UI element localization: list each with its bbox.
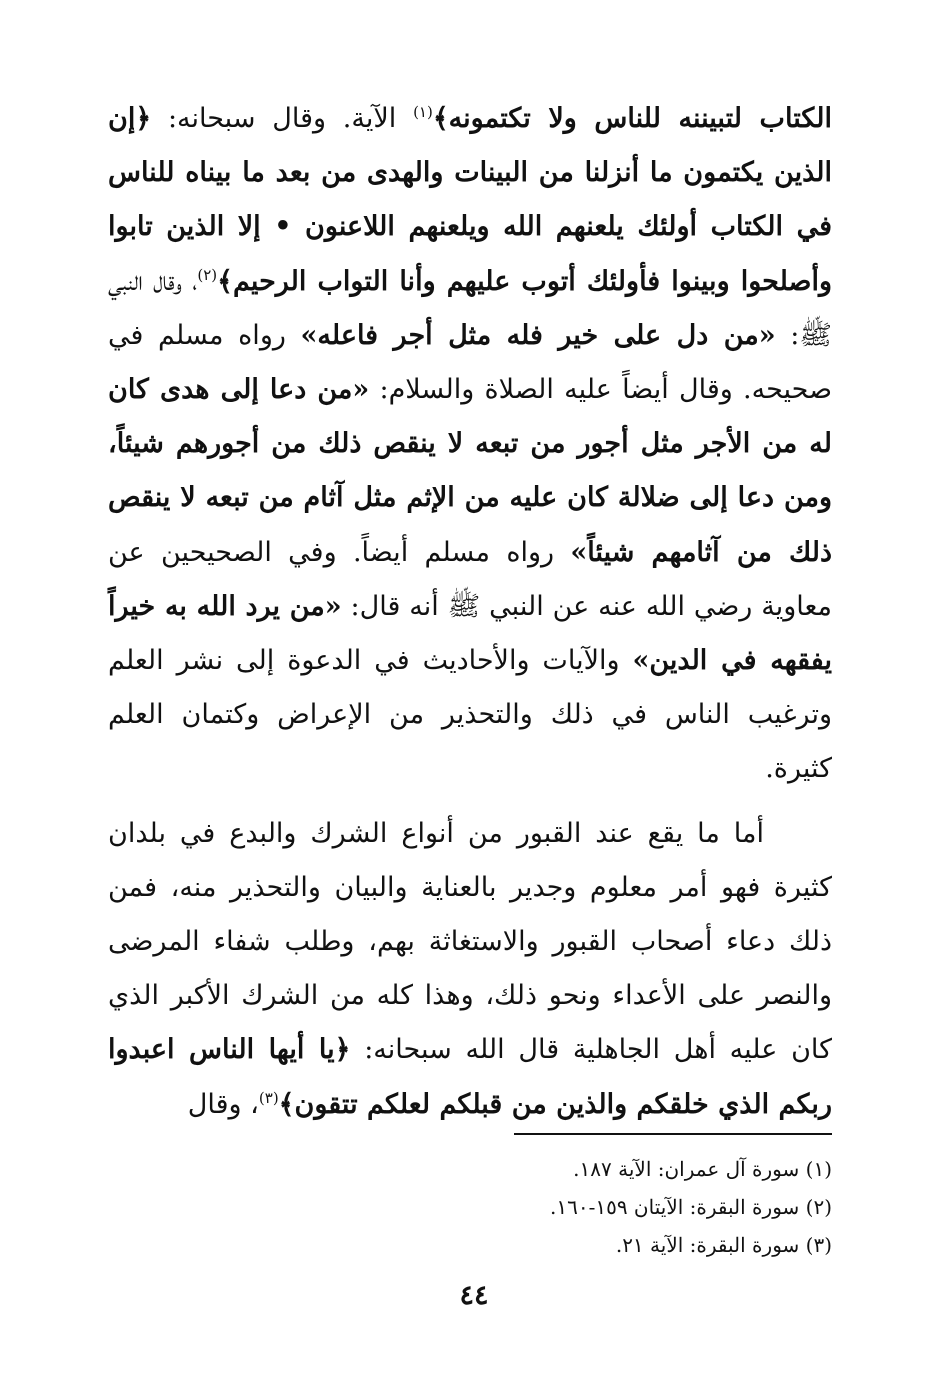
quotation-segment: الكتاب لتبيننه للناس ولا تكتمونه﴾ — [432, 103, 832, 134]
footnotes — [412, 1150, 832, 1264]
footnote-3: (٣) سورة البقرة: الآية ٢١. — [615, 1233, 832, 1257]
footnote-separator — [514, 1133, 832, 1135]
text-segment: الآية. وقال سبحانه: — [151, 103, 414, 134]
paragraph-2 — [108, 807, 832, 1132]
text-segment: رواه مسلم في صحيحه. وقال أيضاً عليه الصلاة والسلام: — [108, 319, 832, 406]
quotation-segment: «من دل على خير فله مثل أجر فاعله» — [300, 319, 776, 351]
page-number: ٤٤ — [459, 1280, 489, 1311]
footnote-reference: (٣) — [258, 1088, 279, 1107]
main-text — [108, 92, 832, 1132]
footnote-reference: (٢) — [197, 265, 218, 284]
quotation-segment: «من يرد الله به خيراً يفقهه في الدين» — [108, 590, 832, 677]
text-segment: ، وقال النبي ﷺ: — [108, 265, 833, 351]
footnote-reference: (١) — [413, 103, 433, 121]
text-segment: ، وقال — [187, 1088, 259, 1120]
text-segment: والآيات والأحاديث في الدعوة إلى نشر العلم وترغيب الناس في ذلك والتحذير من الإعراض وكتمان العلم كثيرة. — [108, 645, 832, 785]
text-segment: أما ما يقع عند القبور من أنواع الشرك والبدع في بلدان كثيرة فهو أمر معلوم وجدير بالعناية والبيان والتحذير منه، فمن ذلك دعاء أصحاب القبور والاستغاثة بهم، وطلب شفاء المرضى والنصر على الأعداء ونحو ذلك، وهذا كله من الشرك الأكبر الذي كان عليه أهل الجاهلية قال الله سبحانه: — [108, 817, 833, 1066]
paragraph-1 — [108, 92, 832, 797]
quotation-segment: «من دعا إلى هدى كان له من الأجر مثل أجور من تبعه لا ينقص ذلك من أجورهم شيئاً، ومن دعا إلى ضلالة كان عليه من الإثم مثل آثام من تبعه لا ينقص ذلك من آثامهم شيئاً» — [108, 374, 832, 568]
footnote-2: (٢) سورة البقرة: الآيتان ١٥٩-١٦٠. — [549, 1195, 832, 1219]
footnote-1: (١) سورة آل عمران: الآية ١٨٧. — [573, 1157, 832, 1181]
text-segment: رواه مسلم أيضاً. وفي الصحيحين عن معاوية رضي الله عنه عن النبي ﷺ أنه قال: — [108, 536, 832, 622]
quotation-segment: ﴿إن الذين يكتمون ما أنزلنا من البينات والهدى من بعد ما بيناه للناس في الكتاب أولئك يلعنهم الله ويلعنهم اللاعنون • إلا الذين تابوا وأصلحوا وبينوا فأولئك أتوب عليهم وأنا التواب الرحيم﴾ — [108, 103, 832, 297]
quotation-segment: ﴿يا أيها الناس اعبدوا ربكم الذي خلقكم والذين من قبلكم لعلكم تتقون﴾ — [108, 1034, 832, 1120]
